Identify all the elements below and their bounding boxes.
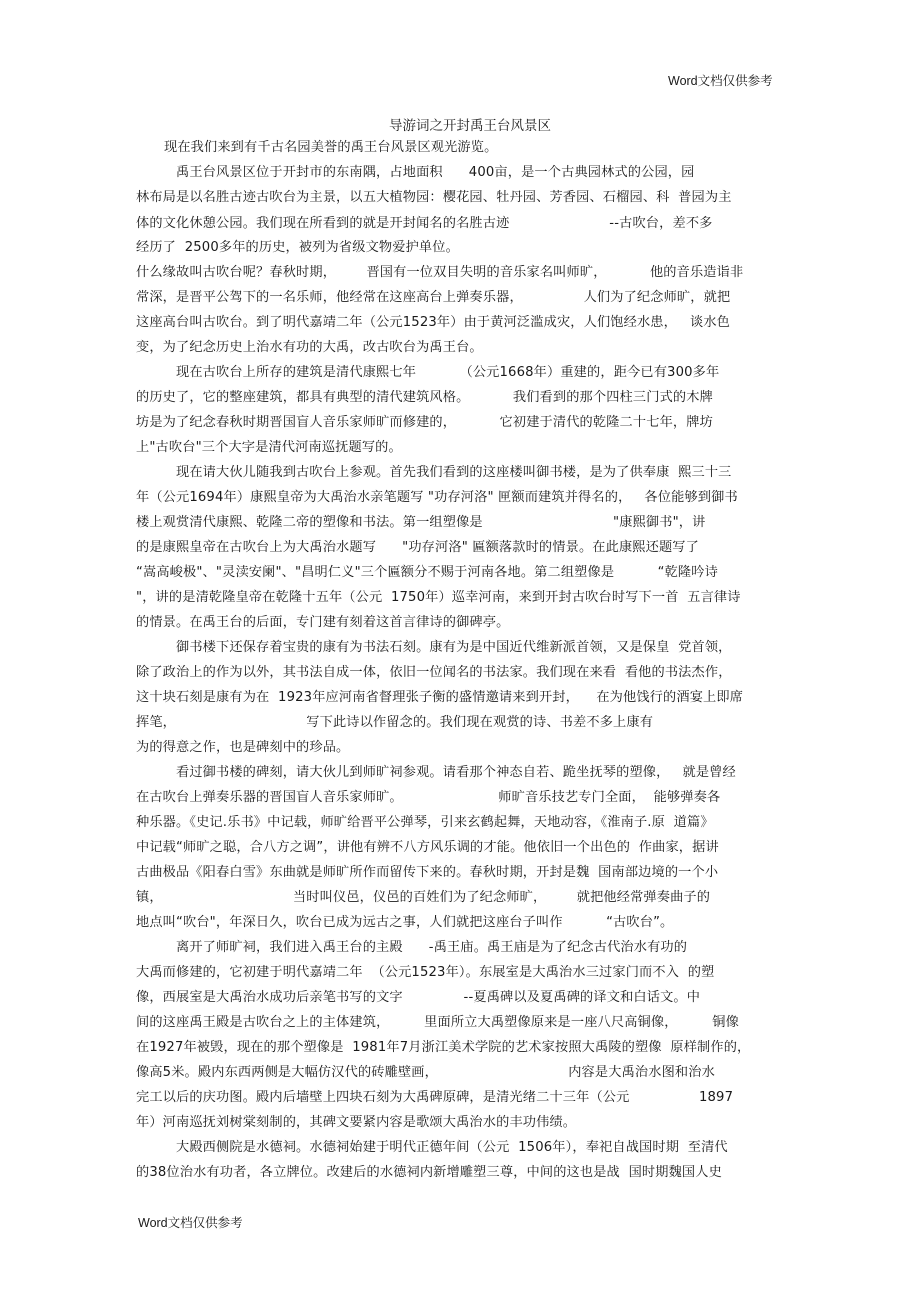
text-line: 年）河南巡抚刘树棠刻制的，其碑文要紧内容是歌颂大禹治水的丰功伟绩。	[136, 1115, 577, 1130]
text-line: 体的文化休憩公园。我们现在所看到的就是开封闻名的名胜古迹 --古吹台，差不多	[136, 216, 713, 231]
text-line: 什么缘故叫古吹台呢？春秋时期， 晋国有一位双目失明的音乐家名叫师旷， 他的音乐造诣非	[136, 265, 744, 280]
text-line: 像，西展室是大禹治水成功后亲笔书写的文字 --夏禹碑以及夏禹碑的译文和白话文。中	[136, 990, 701, 1005]
text-line: 完工以后的庆功图。殿内后墙壁上四块石刻为大禹碑原碑，是清光绪二十三年（公元 1897	[136, 1090, 734, 1105]
header-note: Word文档仅供参考	[668, 74, 773, 88]
text-line: 经历了 2500多年的历史，被列为省级文物爱护单位。	[136, 240, 459, 255]
text-line: 在1927年被毁，现在的那个塑像是 1981年7月浙江美术学院的艺术家按照大禹陵的塑像 原样制作的，	[136, 1040, 751, 1055]
text-line: 年（公元1694年）康熙皇帝为大禹治水亲笔题写 "功存河洛" 匣额而建筑并得名的， 各位能够到御书	[136, 490, 738, 505]
text-line: 这十块石刻是康有为在 1923年应河南省督理张子衡的盛情邀请来到开封， 在为他饯行的酒宴上即席	[136, 690, 744, 705]
paragraph-start-line: 离开了师旷祠，我们进入禹王台的主殿 -禹王庙。禹王庙是为了纪念古代治水有功的	[176, 940, 688, 955]
text-line: "，讲的是清乾隆皇帝在乾隆十五年（公元 1750年）巡幸河南，来到开封古吹台时写下一首 五言律诗	[136, 590, 741, 605]
text-line: 古曲极品《阳春白雪》东曲就是师旷所作而留传下来的。春秋时期，开封是魏 国南部边境的一个小	[136, 865, 719, 880]
text-line: 中记载“师旷之聪，合八方之调”，讲他有辨不八方风乐调的才能。他依旧一个出色的 作曲家，据讲	[136, 840, 719, 855]
text-line: 上"古吹台"三个大字是清代河南巡抚题写的。	[136, 440, 402, 455]
text-line: 种乐器。《史记.乐书》中记载，师旷给晋平公弹琴，引来玄鹤起舞，天地动容，《淮南子.原 道篇》	[136, 815, 714, 830]
text-line: 这座高台叫古吹台。到了明代嘉靖二年（公元1523年）由于黄河泛滥成灾，人们饱经水患， 谈水色	[136, 315, 731, 330]
paragraph-start-line: 御书楼下还保存着宝贵的康有为书法石刻。康有为是中国近代维新派首领，又是保皇 党首领，	[176, 640, 732, 655]
text-line: 地点叫“吹台"，年深日久，吹台已成为远古之事，人们就把这座台子叫作 “古吹台”。	[136, 915, 674, 930]
page-title: 导游词之开封禹王台风景区	[389, 118, 551, 134]
paragraph-start-line: 现在古吹台上所存的建筑是清代康熙七年 （公元1668年）重建的，距今已有300多年	[176, 365, 720, 380]
text-line: 镇， 当时叫仪邑，仪邑的百姓们为了纪念师旷， 就把他经常弹奏曲子的	[136, 890, 711, 905]
footer-note: Word文档仅供参考	[138, 1216, 243, 1230]
text-line: 像高5米。殿内东西两侧是大幅仿汉代的砖雕壁画， 内容是大禹治水图和治水	[136, 1065, 715, 1080]
text-line: 的是康熙皇帝在古吹台上为大禹治水题写 "功存河洛" 匾额落款时的情景。在此康熙还题写了	[136, 540, 699, 555]
text-line: 楼上观赏清代康熙、乾隆二帝的塑像和书法。第一组塑像是 "康熙御书"，讲	[136, 515, 706, 530]
paragraph-start-line: 看过御书楼的碑刻，请大伙儿到师旷祠参观。请看那个神态自若、跪坐抚琴的塑像， 就是曾经	[176, 765, 736, 780]
text-line: “嵩高峻极"、"灵渎安阑"、"昌明仁义"三个匾额分不赐于河南各地。第二组塑像是 “乾隆吟诗	[136, 565, 718, 580]
text-line: 大禹而修建的，它初建于明代嘉靖二年 （公元1523年）。东展室是大禹治水三过家门而不入 的塑	[136, 965, 715, 980]
text-line: 的历史了，它的整座建筑，都具有典型的清代建筑风格。 我们看到的那个四柱三门式的木牌	[136, 390, 713, 405]
paragraph-start-line: 大殿西侧院是水德祠。水德祠始建于明代正德年间（公元 1506年），奉祀自战国时期 至清代	[176, 1140, 728, 1155]
text-line: 的情景。在禹王台的后面，专门建有刻着这首言律诗的御碑亭。	[136, 615, 510, 630]
text-line: 常深，是晋平公驾下的一名乐师，他经常在这座高台上弹奏乐器， 人们为了纪念师旷，就把	[136, 290, 731, 305]
text-line: 间的这座禹王殿是古吹台之上的主体建筑， 里面所立大禹塑像原来是一座八尺高铜像， 铜像	[136, 1015, 739, 1030]
text-line: 为的得意之作，也是碑刻中的珍品。	[136, 740, 350, 755]
text-line: 在古吹台上弹奏乐器的晋国盲人音乐家师旷。 师旷音乐技艺专门全面， 能够弹奏各	[136, 790, 721, 805]
paragraph-start-line: 现在我们来到有千古名园美誉的禹王台风景区观光游览。	[164, 140, 498, 155]
text-line: 的38位治水有功者，各立牌位。改建后的水德祠内新增雕塑三尊，中间的这也是战 国时期魏国人史	[136, 1165, 722, 1180]
text-line: 林布局是以名胜古迹古吹台为主景，以五大植物园：樱花园、牡丹园、芳香园、石榴园、科 普园为主	[136, 190, 732, 205]
paragraph-start-line: 现在请大伙儿随我到古吹台上参观。首先我们看到的这座楼叫御书楼，是为了供奉康 熙三十三	[176, 465, 732, 480]
text-line: 变，为了纪念历史上治水有功的大禹，改古吹台为禹王台。	[136, 340, 483, 355]
text-line: 除了政治上的作为以外，其书法自成一体，依旧一位闻名的书法家。我们现在来看 看他的书法杰作，	[136, 665, 732, 680]
paragraph-start-line: 禹王台风景区位于开封市的东南隅，占地面积 400亩，是一个古典园林式的公园，园	[176, 165, 695, 180]
text-line: 挥笔， 写下此诗以作留念的。我们现在观赏的诗、书差不多上康有	[136, 715, 654, 730]
text-line: 坊是为了纪念春秋时期晋国盲人音乐家师旷而修建的， 它初建于清代的乾隆二十七年，牌坊	[136, 415, 713, 430]
